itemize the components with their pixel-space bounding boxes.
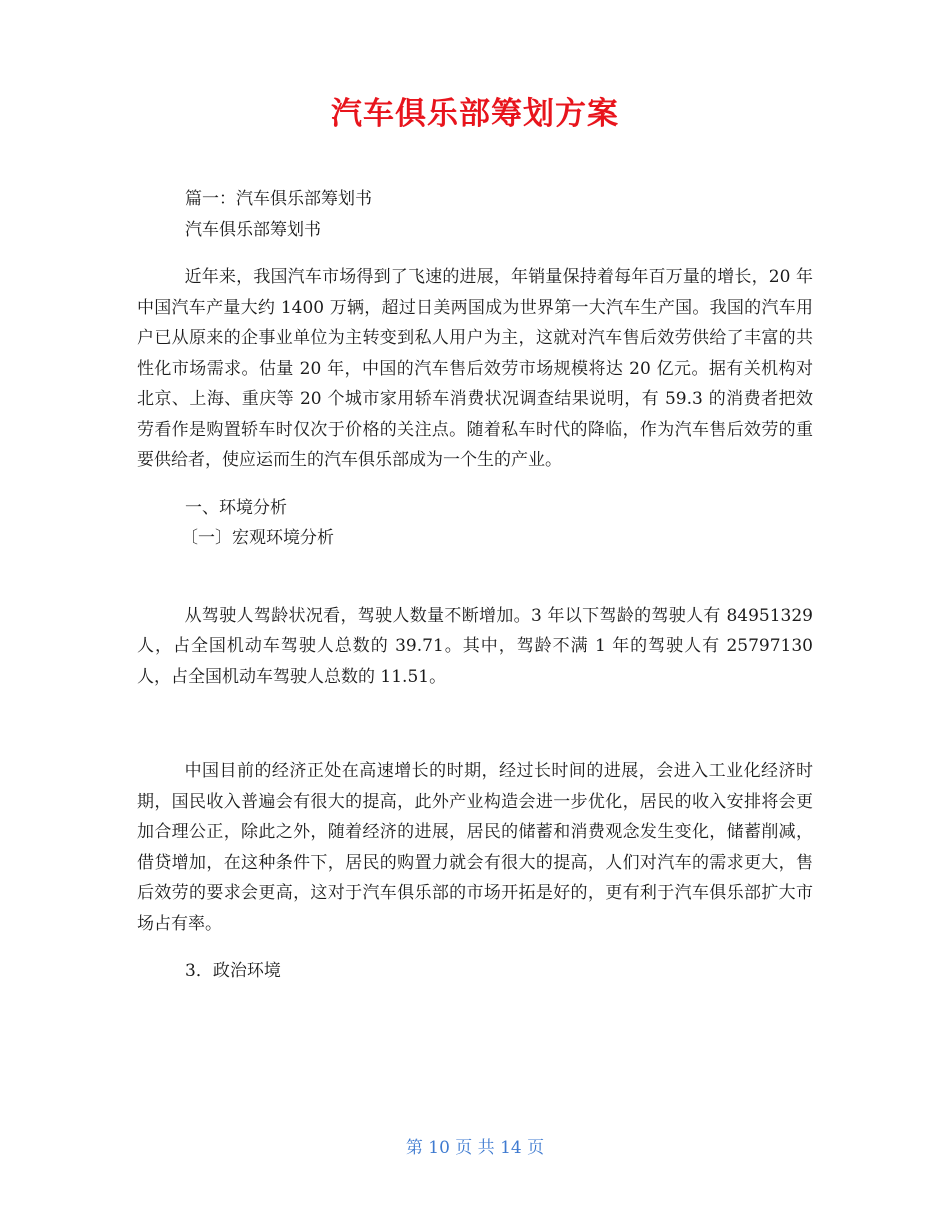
document-title: 汽车俱乐部筹划方案 <box>331 96 619 132</box>
blank-line <box>137 709 813 739</box>
paragraph-market-overview: 近年来，我国汽车市场得到了飞速的进展，年销量保持着每年百万量的增长，20 年中国汽车产量大约 1400 万辆，超过日美两国成为世界第一大汽车生产国。我国的汽车用户已从原来的企事业单位为主转变到私人用户为主，这就对汽车售后效劳供给了丰富的共性化市场需求。估量 20 年，中国的汽车售后效劳市场规模将达 20 亿元。据有关机构对北京、上海、重庆等 20 个城市家用轿车消费状况调查结果说明，有 59.3 的消费者把效劳看作是购置轿车时仅次于价格的关注点。随着私车时代的降临，作为汽车售后效劳的重要供给者，使应运而生的汽车俱乐部成为一个生的产业。 <box>137 267 813 470</box>
section-environment-analysis: 一、环境分析 <box>185 497 287 518</box>
subsection-macro-environment: 〔一〕宏观环境分析 <box>181 528 334 548</box>
section-political-environment: 3．政治环境 <box>185 961 281 981</box>
heading-plan-book: 汽车俱乐部筹划书 <box>185 219 321 240</box>
paragraph-driver-statistics: 从驾驶人驾龄状况看，驾驶人数量不断增加。3 年以下驾龄的驾驶人有 84951329 人，占全国机动车驾驶人总数的 39.71。其中，驾龄不满 1 年的驾驶人有 25797130 人，占全国机动车驾驶人总数的 11.51。 <box>137 605 813 687</box>
paragraph-economic-environment: 中国目前的经济正处在高速增长的时期，经过长时间的进展，会进入工业化经济时期，国民收入普遍会有很大的提高，此外产业构造会进一步优化，居民的收入安排将会更加合理公正，除此之外，随着经济的进展，居民的储蓄和消费观念发生变化，储蓄削减，借贷增加，在这种条件下，居民的购置力就会有很大的提高，人们对汽车的需求更大，售后效劳的要求会更高，这对于汽车俱乐部的市场开拓是好的，更有利于汽车俱乐部扩大市场占有率。 <box>137 761 813 934</box>
document-body <box>137 184 813 987</box>
blank-line <box>137 554 813 584</box>
page-number-footer: 第 10 页 共 14 页 <box>405 1138 545 1158</box>
heading-part-one: 篇一：汽车俱乐部筹划书 <box>185 189 372 209</box>
